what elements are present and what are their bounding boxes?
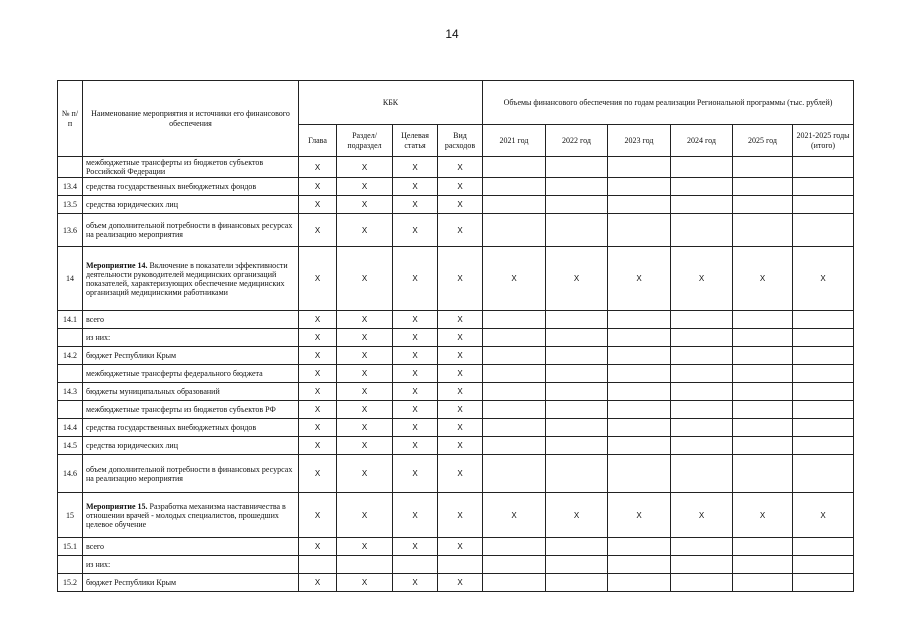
kbk-cell: Х — [299, 437, 337, 455]
table-row — [58, 437, 854, 455]
row-number: 15 — [58, 493, 83, 538]
year-value-cell — [671, 437, 733, 455]
year-value-cell — [608, 574, 671, 592]
year-value-cell: Х — [483, 493, 546, 538]
year-value-cell — [546, 365, 608, 383]
row-name — [83, 196, 299, 214]
year-value-cell — [608, 365, 671, 383]
year-value-cell — [671, 419, 733, 437]
kbk-cell: Х — [438, 455, 483, 493]
row-name — [83, 157, 299, 178]
year-value-cell — [733, 383, 793, 401]
kbk-cell: Х — [299, 347, 337, 365]
kbk-cell: Х — [337, 247, 393, 311]
table-row — [58, 196, 854, 214]
row-name-text: межбюджетные трансферты из бюджетов субъектов РФ — [86, 405, 276, 415]
year-value-cell — [608, 383, 671, 401]
year-value-cell — [483, 419, 546, 437]
year-value-cell — [546, 347, 608, 365]
year-value-cell: Х — [546, 247, 608, 311]
row-name — [83, 329, 299, 347]
header-year-col: 2024 год — [671, 125, 733, 157]
kbk-cell: Х — [393, 157, 438, 178]
row-name — [83, 574, 299, 592]
row-number: 14.4 — [58, 419, 83, 437]
row-number — [58, 401, 83, 419]
row-name — [83, 247, 299, 311]
year-value-cell — [608, 311, 671, 329]
header-kbk: КБК — [299, 81, 483, 125]
year-value-cell — [671, 401, 733, 419]
kbk-cell: Х — [337, 196, 393, 214]
row-name — [83, 401, 299, 419]
row-number: 13.6 — [58, 214, 83, 247]
table-row — [58, 493, 854, 538]
row-number: 15.2 — [58, 574, 83, 592]
year-value-cell — [671, 178, 733, 196]
kbk-cell: Х — [337, 437, 393, 455]
year-value-cell — [733, 347, 793, 365]
kbk-cell: Х — [393, 437, 438, 455]
row-name — [83, 556, 299, 574]
year-value-cell: Х — [793, 247, 854, 311]
kbk-cell: Х — [393, 538, 438, 556]
year-value-cell — [793, 574, 854, 592]
year-value-cell — [733, 556, 793, 574]
kbk-cell — [299, 556, 337, 574]
table-row — [58, 556, 854, 574]
row-number: 14.2 — [58, 347, 83, 365]
table-row — [58, 347, 854, 365]
row-name-text: средства юридических лиц — [86, 441, 178, 451]
kbk-cell: Х — [393, 247, 438, 311]
year-value-cell — [733, 311, 793, 329]
year-value-cell — [793, 556, 854, 574]
header-year-col: 2025 год — [733, 125, 793, 157]
row-number — [58, 329, 83, 347]
row-name-text: средства юридических лиц — [86, 200, 178, 210]
row-name — [83, 347, 299, 365]
kbk-cell: Х — [393, 401, 438, 419]
row-name-text: бюджет Республики Крым — [86, 578, 177, 588]
year-value-cell — [608, 556, 671, 574]
kbk-cell: Х — [299, 455, 337, 493]
year-value-cell — [546, 214, 608, 247]
kbk-cell: Х — [337, 383, 393, 401]
kbk-cell: Х — [299, 311, 337, 329]
year-value-cell — [546, 383, 608, 401]
header-year-col: 2023 год — [608, 125, 671, 157]
header-year-col: 2022 год — [546, 125, 608, 157]
page-number: 14 — [445, 27, 459, 41]
year-value-cell: Х — [483, 247, 546, 311]
row-name-text: всего — [86, 542, 105, 552]
year-value-cell — [483, 178, 546, 196]
year-value-cell — [671, 196, 733, 214]
kbk-cell: Х — [337, 365, 393, 383]
table-row — [58, 383, 854, 401]
year-value-cell — [793, 437, 854, 455]
year-value-cell: Х — [733, 247, 793, 311]
year-value-cell — [546, 401, 608, 419]
row-name — [83, 365, 299, 383]
year-value-cell: Х — [671, 493, 733, 538]
kbk-cell: Х — [393, 178, 438, 196]
table-row — [58, 538, 854, 556]
kbk-cell: Х — [438, 347, 483, 365]
year-value-cell — [671, 383, 733, 401]
header-kbk-col: Вид расходов — [438, 125, 483, 157]
kbk-cell: Х — [299, 574, 337, 592]
row-name — [83, 455, 299, 493]
kbk-cell: Х — [299, 196, 337, 214]
kbk-cell: Х — [337, 401, 393, 419]
kbk-cell: Х — [438, 329, 483, 347]
kbk-cell: Х — [438, 401, 483, 419]
kbk-cell: Х — [337, 538, 393, 556]
kbk-cell: Х — [337, 455, 393, 493]
year-value-cell — [546, 329, 608, 347]
row-name — [83, 437, 299, 455]
kbk-cell: Х — [299, 157, 337, 178]
kbk-cell: Х — [337, 311, 393, 329]
year-value-cell — [733, 401, 793, 419]
year-value-cell — [608, 401, 671, 419]
measure-title: Мероприятие 15. — [86, 501, 148, 511]
row-name — [83, 178, 299, 196]
year-value-cell — [546, 574, 608, 592]
year-value-cell: Х — [733, 493, 793, 538]
kbk-cell: Х — [438, 365, 483, 383]
year-value-cell — [546, 455, 608, 493]
kbk-cell: Х — [438, 196, 483, 214]
kbk-cell: Х — [299, 214, 337, 247]
year-value-cell — [733, 329, 793, 347]
kbk-cell: Х — [438, 383, 483, 401]
year-value-cell — [793, 178, 854, 196]
row-number: 14.1 — [58, 311, 83, 329]
kbk-cell — [393, 556, 438, 574]
kbk-cell: Х — [299, 419, 337, 437]
year-value-cell — [546, 538, 608, 556]
year-value-cell — [671, 365, 733, 383]
year-value-cell — [733, 538, 793, 556]
year-value-cell — [793, 538, 854, 556]
row-name — [83, 493, 299, 538]
year-value-cell — [733, 574, 793, 592]
kbk-cell: Х — [337, 419, 393, 437]
kbk-cell: Х — [299, 538, 337, 556]
row-name-text: объем дополнительной потребности в финансовых ресурсах на реализацию мероприятия — [86, 221, 293, 240]
year-value-cell — [733, 214, 793, 247]
table-header — [58, 81, 854, 157]
year-value-cell — [793, 383, 854, 401]
row-name-text: средства государственных внебюджетных фондов — [86, 182, 257, 192]
kbk-cell: Х — [393, 383, 438, 401]
row-number: 14 — [58, 247, 83, 311]
table-row — [58, 401, 854, 419]
row-name-text: Разработка механизма наставничества в отношении врачей - молодых специалистов, прошедших целевое обучение — [86, 501, 286, 529]
year-value-cell — [793, 401, 854, 419]
header-year-col: 2021 год — [483, 125, 546, 157]
table-row — [58, 329, 854, 347]
year-value-cell — [671, 311, 733, 329]
header-volumes: Объемы финансового обеспечения по годам реализации Региональной программы (тыс. рублей) — [483, 81, 854, 125]
table-row — [58, 311, 854, 329]
row-number: 13.5 — [58, 196, 83, 214]
kbk-cell: Х — [393, 365, 438, 383]
kbk-cell: Х — [438, 538, 483, 556]
year-value-cell — [608, 214, 671, 247]
year-value-cell — [483, 365, 546, 383]
header-kbk-col: Глава — [299, 125, 337, 157]
kbk-cell: Х — [393, 574, 438, 592]
row-name-text: бюджеты муниципальных образований — [86, 387, 220, 397]
year-value-cell — [608, 157, 671, 178]
year-value-cell — [733, 196, 793, 214]
row-number: 14.5 — [58, 437, 83, 455]
kbk-cell — [337, 556, 393, 574]
kbk-cell: Х — [337, 493, 393, 538]
year-value-cell: Х — [671, 247, 733, 311]
kbk-cell: Х — [438, 157, 483, 178]
kbk-cell: Х — [337, 574, 393, 592]
year-value-cell — [483, 383, 546, 401]
year-value-cell — [793, 157, 854, 178]
row-number: 14.6 — [58, 455, 83, 493]
kbk-cell: Х — [299, 401, 337, 419]
kbk-cell: Х — [393, 196, 438, 214]
year-value-cell — [733, 365, 793, 383]
kbk-cell — [438, 556, 483, 574]
year-value-cell — [483, 329, 546, 347]
kbk-cell: Х — [299, 247, 337, 311]
year-value-cell — [483, 574, 546, 592]
row-number: 15.1 — [58, 538, 83, 556]
program-table — [57, 80, 854, 592]
year-value-cell — [733, 157, 793, 178]
kbk-cell: Х — [337, 214, 393, 247]
kbk-cell: Х — [438, 419, 483, 437]
year-value-cell — [733, 455, 793, 493]
row-number — [58, 157, 83, 178]
kbk-cell: Х — [393, 455, 438, 493]
kbk-cell: Х — [438, 247, 483, 311]
kbk-cell: Х — [438, 437, 483, 455]
kbk-cell: Х — [393, 329, 438, 347]
row-name-text: всего — [86, 315, 105, 325]
year-value-cell — [483, 455, 546, 493]
year-value-cell — [671, 214, 733, 247]
row-number — [58, 365, 83, 383]
year-value-cell — [483, 311, 546, 329]
kbk-cell: Х — [438, 311, 483, 329]
year-value-cell — [671, 157, 733, 178]
kbk-cell: Х — [299, 493, 337, 538]
row-name-text: из них: — [86, 560, 111, 570]
year-value-cell — [608, 178, 671, 196]
row-name — [83, 214, 299, 247]
table-row — [58, 574, 854, 592]
year-value-cell — [483, 437, 546, 455]
table-body — [58, 157, 854, 592]
year-value-cell — [608, 437, 671, 455]
year-value-cell — [793, 455, 854, 493]
year-value-cell — [546, 437, 608, 455]
year-value-cell — [793, 347, 854, 365]
year-value-cell: Х — [793, 493, 854, 538]
kbk-cell: Х — [393, 419, 438, 437]
year-value-cell — [608, 347, 671, 365]
table-row — [58, 178, 854, 196]
table-row — [58, 365, 854, 383]
year-value-cell — [546, 556, 608, 574]
year-value-cell: Х — [608, 247, 671, 311]
row-name-text: межбюджетные трансферты федерального бюджета — [86, 369, 263, 379]
year-value-cell — [608, 538, 671, 556]
row-name-text: межбюджетные трансферты из бюджетов субъектов Российской Федерации — [86, 158, 264, 177]
table-row — [58, 157, 854, 178]
year-value-cell — [671, 455, 733, 493]
year-value-cell — [793, 419, 854, 437]
year-value-cell — [483, 196, 546, 214]
year-value-cell — [671, 329, 733, 347]
kbk-cell: Х — [337, 157, 393, 178]
year-value-cell — [733, 437, 793, 455]
year-value-cell — [671, 347, 733, 365]
year-value-cell: Х — [546, 493, 608, 538]
row-name-text: Включение в показатели эффективности деятельности руководителей медицинских организаций показателей, характеризующих обеспечение медицинских организаций медицинскими работниками — [86, 260, 288, 298]
kbk-cell: Х — [393, 347, 438, 365]
kbk-cell: Х — [393, 214, 438, 247]
year-value-cell: Х — [608, 493, 671, 538]
kbk-cell: Х — [299, 178, 337, 196]
year-value-cell — [483, 538, 546, 556]
table-row — [58, 455, 854, 493]
row-name — [83, 419, 299, 437]
kbk-cell: Х — [438, 574, 483, 592]
year-value-cell — [793, 365, 854, 383]
header-no: № п/п — [58, 81, 83, 157]
year-value-cell — [608, 419, 671, 437]
year-value-cell — [546, 419, 608, 437]
year-value-cell — [483, 347, 546, 365]
kbk-cell: Х — [438, 493, 483, 538]
header-kbk-col: Раздел/ подраздел — [337, 125, 393, 157]
year-value-cell — [793, 196, 854, 214]
kbk-cell: Х — [299, 365, 337, 383]
year-value-cell — [793, 329, 854, 347]
kbk-cell: Х — [337, 178, 393, 196]
measure-title: Мероприятие 14. — [86, 260, 148, 270]
year-value-cell — [546, 178, 608, 196]
year-value-cell — [483, 401, 546, 419]
header-kbk-col: Целевая статья — [393, 125, 438, 157]
row-name — [83, 538, 299, 556]
year-value-cell — [483, 157, 546, 178]
year-value-cell — [608, 329, 671, 347]
kbk-cell: Х — [337, 347, 393, 365]
year-value-cell — [546, 311, 608, 329]
row-number — [58, 556, 83, 574]
year-value-cell — [793, 214, 854, 247]
row-name-text: из них: — [86, 333, 111, 343]
year-value-cell — [483, 214, 546, 247]
year-value-cell — [793, 311, 854, 329]
year-value-cell — [733, 178, 793, 196]
year-value-cell — [608, 455, 671, 493]
kbk-cell: Х — [337, 329, 393, 347]
row-name — [83, 311, 299, 329]
table-row — [58, 247, 854, 311]
kbk-cell: Х — [299, 383, 337, 401]
year-value-cell — [546, 196, 608, 214]
year-value-cell — [608, 196, 671, 214]
table-row — [58, 214, 854, 247]
year-value-cell — [671, 574, 733, 592]
row-name — [83, 383, 299, 401]
table-row — [58, 419, 854, 437]
row-number: 14.3 — [58, 383, 83, 401]
kbk-cell: Х — [393, 493, 438, 538]
year-value-cell — [671, 556, 733, 574]
year-value-cell — [546, 157, 608, 178]
header-name: Наименование мероприятия и источники его финансового обеспечения — [83, 81, 299, 157]
header-year-col: 2021-2025 годы (итого) — [793, 125, 854, 157]
row-number: 13.4 — [58, 178, 83, 196]
row-name-text: объем дополнительной потребности в финансовых ресурсах на реализацию мероприятия — [86, 464, 293, 483]
kbk-cell: Х — [299, 329, 337, 347]
row-name-text: средства государственных внебюджетных фондов — [86, 423, 257, 433]
year-value-cell — [733, 419, 793, 437]
year-value-cell — [483, 556, 546, 574]
kbk-cell: Х — [438, 214, 483, 247]
row-name-text: бюджет Республики Крым — [86, 351, 177, 361]
year-value-cell — [671, 538, 733, 556]
kbk-cell: Х — [393, 311, 438, 329]
kbk-cell: Х — [438, 178, 483, 196]
